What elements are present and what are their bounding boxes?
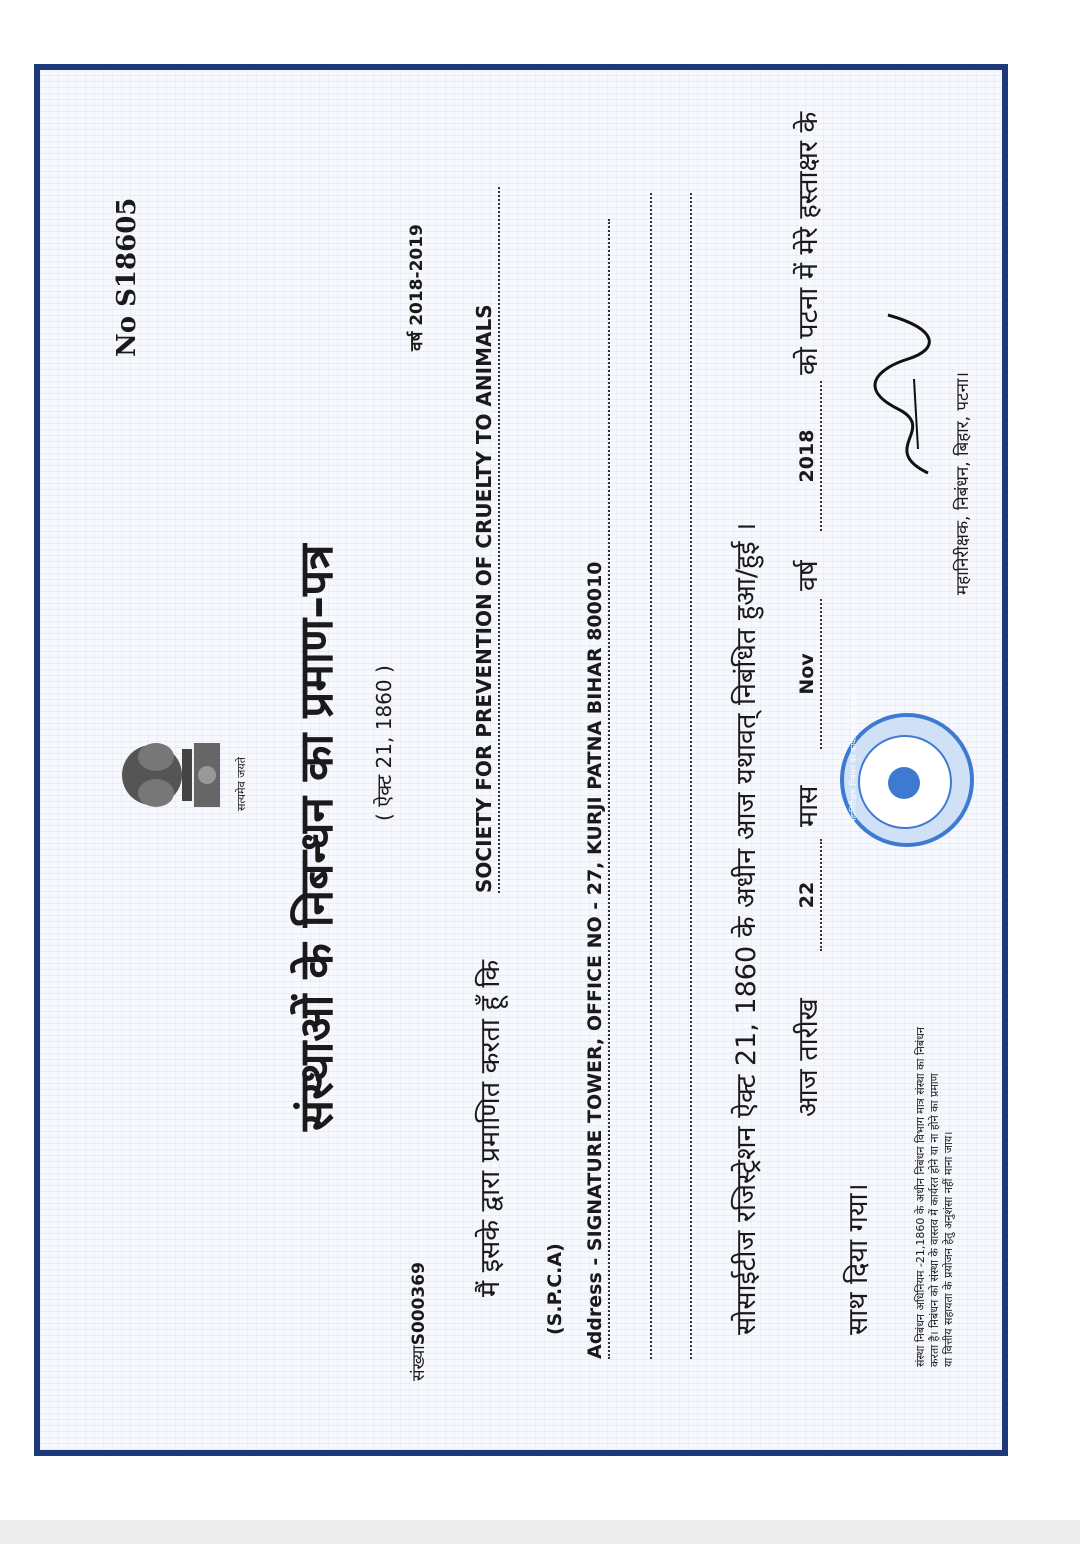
blank-line [688,193,692,1359]
signatory-title: महानिरीक्षक, निबंधन, बिहार, पटना। [953,372,973,595]
registration-year: वर्ष 2018-2019 [407,224,427,351]
footnote-line: संस्था निबंधन अधिनियम -21,1860 के अधीन निबंधन विभाग मात्र संस्था का निबंधन [914,1026,927,1367]
certificate-content [48,77,994,1439]
date-prefix: आज तारीख [793,998,824,1117]
national-emblem [112,727,248,823]
registration-statement: सोसाईटीज रजिस्ट्रेशन ऐक्ट 21, 1860 के अधीन आज यथावत् निबंधित हुआ/हुई । [731,522,762,1335]
footnote [914,1027,956,1367]
footnote-line: करता है। निबंधन को संस्था के वास्तव में कार्यरत होने या ना होने का प्रमाण [928,1073,941,1367]
society-name: SOCIETY FOR PREVENTION OF CRUELTY TO ANIMALS [472,187,500,893]
sanstha-label: संख्या [409,1345,429,1381]
certify-text: मैं इसके द्वारा प्रमाणित करता हूँ कि [475,959,506,1297]
footnote-line: या वित्तीय सहायता के प्रयोजन हेतु अनुशंसा नहीं माना जाय। [942,1131,955,1367]
sanstha-value: S000369 [409,1262,429,1346]
month-label: मास [793,785,824,827]
society-address: Address - SIGNATURE TOWER, OFFICE NO - 27, KURJI PATNA BIHAR 800010 [584,219,610,1359]
year-label: वर्ष [793,560,824,591]
blank-line [648,193,652,1359]
scan-background-edge [0,1520,1080,1544]
signature [868,309,944,479]
certificate-title: संस्थाओं के निबन्धन का प्रमाण–पत्र [289,544,343,1131]
date-suffix: को पटना में मेरे हस्ताक्षर के [793,111,824,375]
closing-text: साथ दिया गया। [843,1183,874,1335]
stamp-text: महानिरीक्षक निबंधन का कार्यालय बिहार पटना [849,690,858,823]
emblem-motto: सत्यमेव जयते [235,756,248,811]
date-year: 2018 [796,381,822,531]
date-month: Nov [796,599,822,749]
date-day: 22 [796,839,822,951]
act-reference: ( ऐक्ट 21, 1860 ) [372,665,396,821]
certificate-number: No S18605 [112,197,142,357]
sanstha-number [406,1262,429,1381]
official-stamp [840,690,974,847]
society-abbreviation: (S.P.C.A) [544,1243,566,1335]
